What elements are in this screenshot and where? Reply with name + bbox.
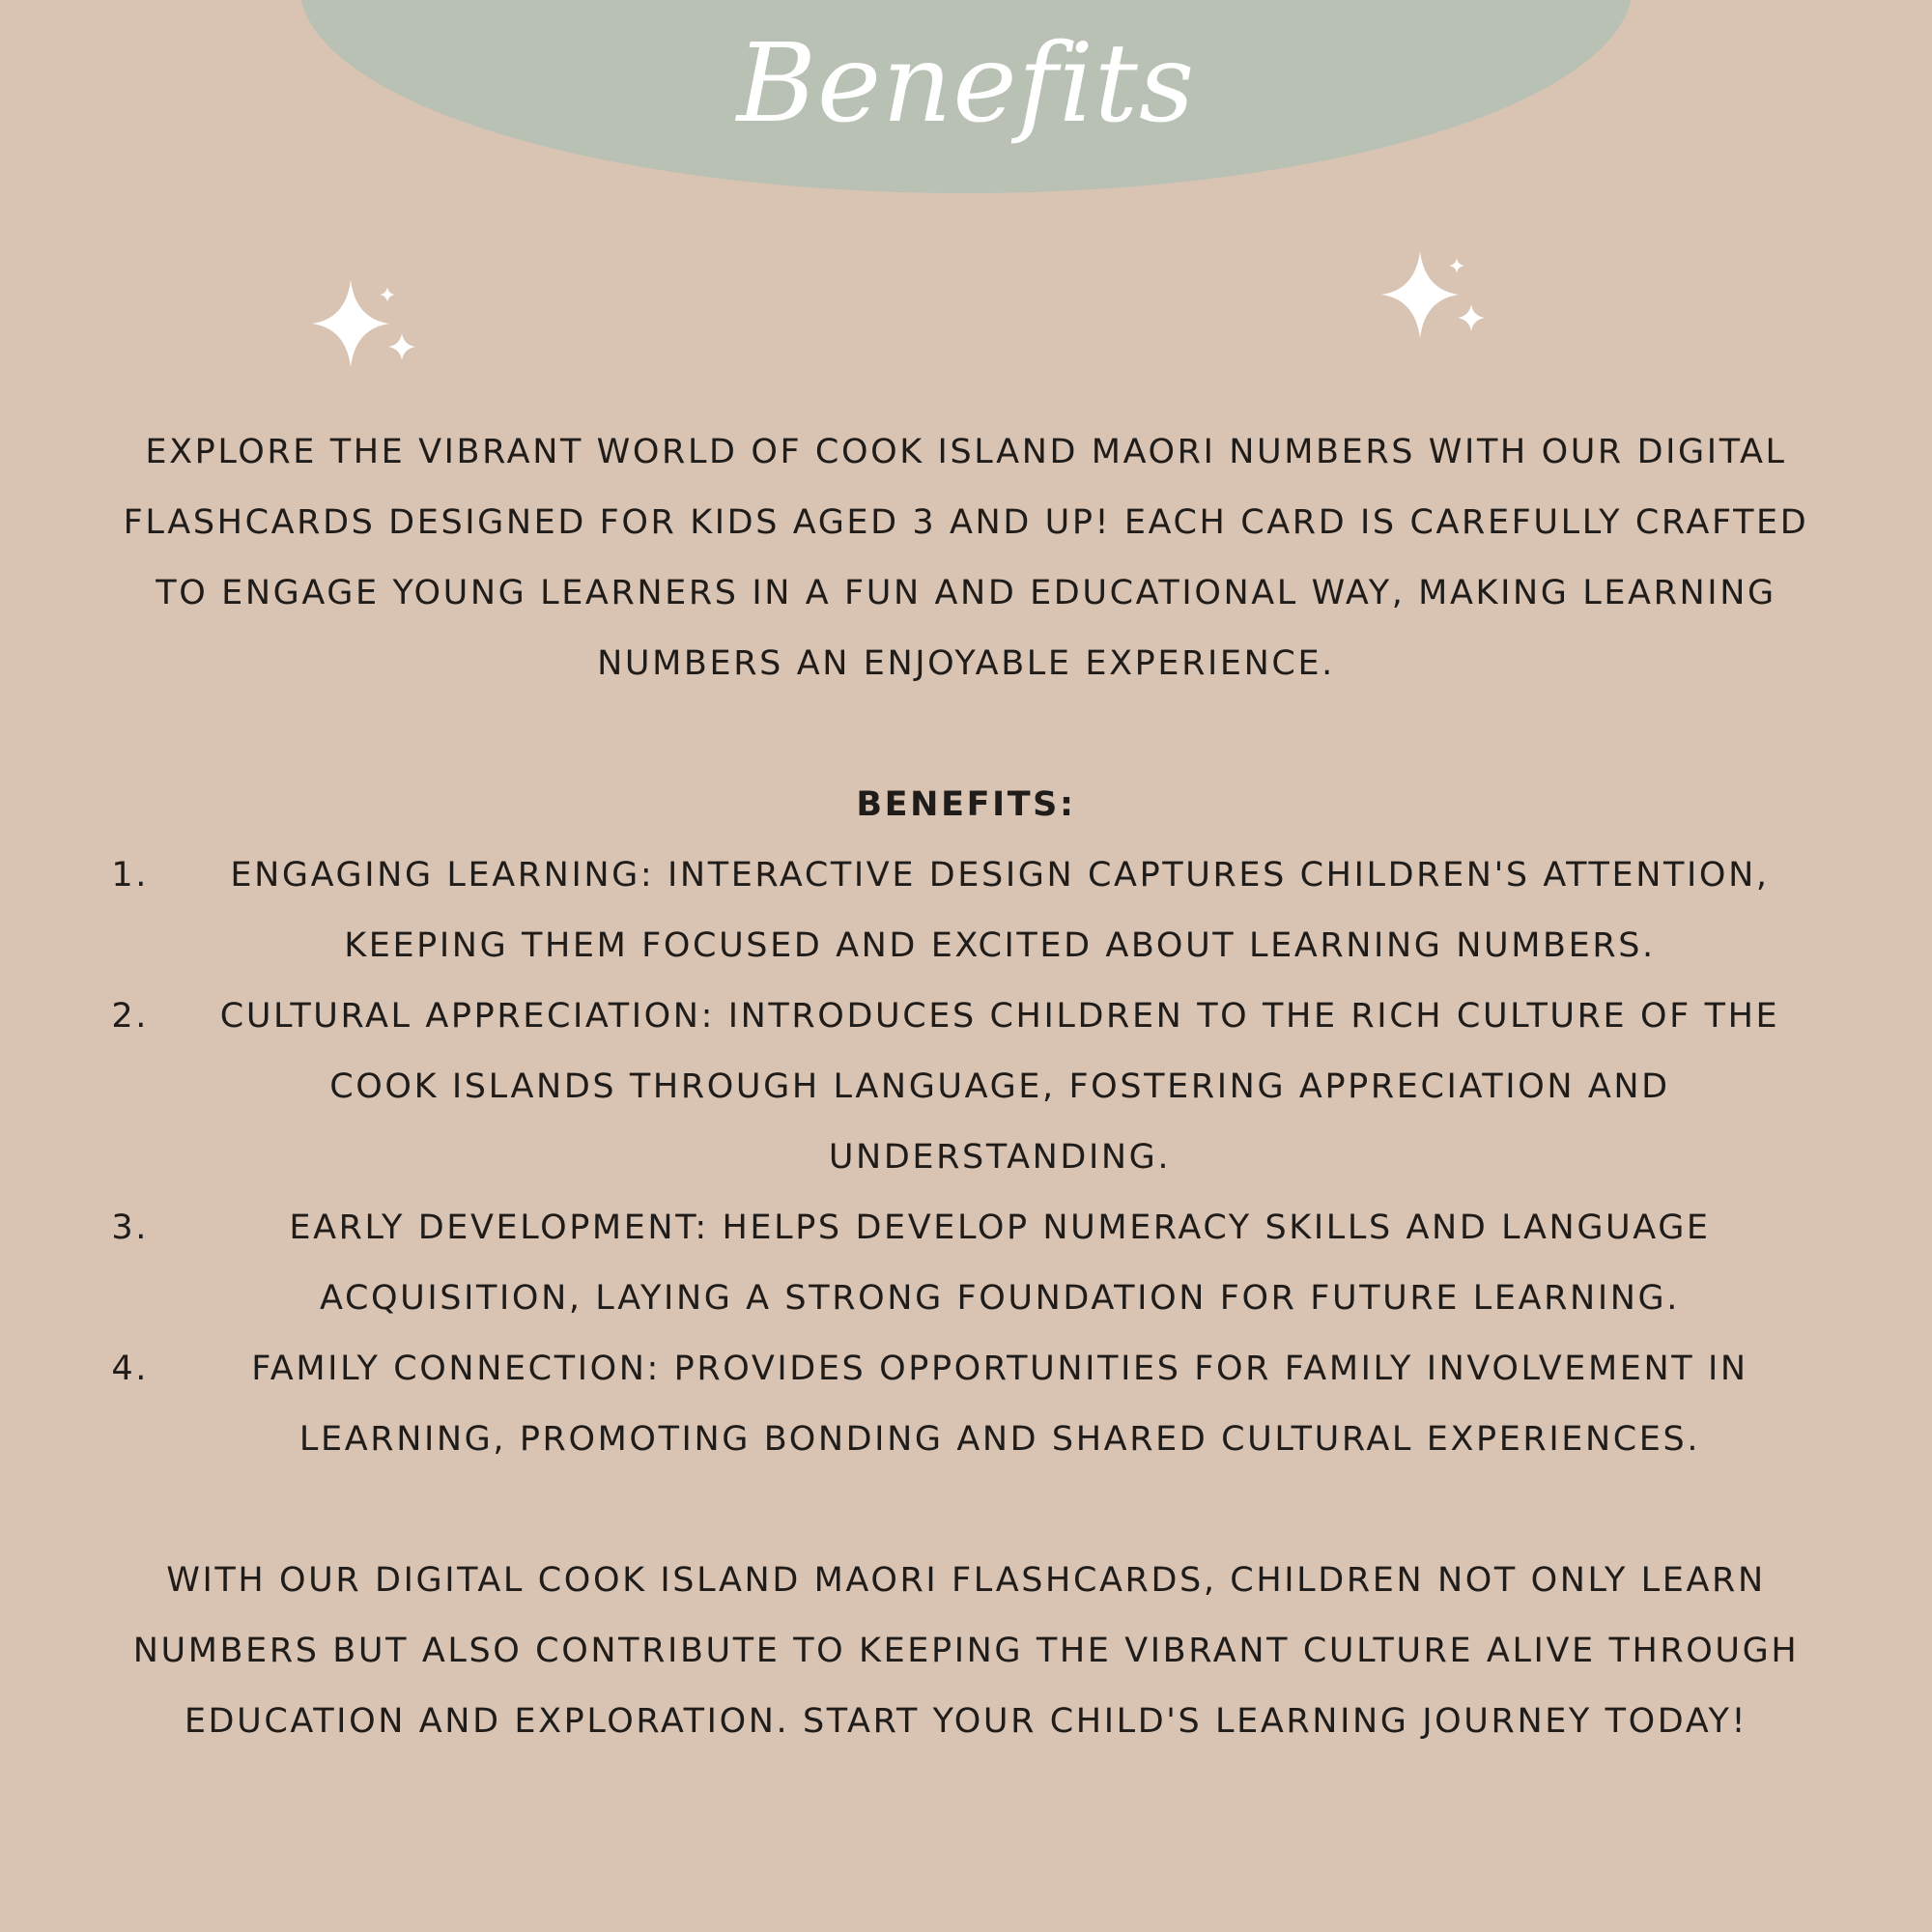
list-text: FAMILY CONNECTION: PROVIDES OPPORTUNITIES FOR FAMILY INVOLVEMENT IN LEARNING, PROMOTING BONDING AND SHARED CULTURAL EXPERIENCES. [251,1350,1748,1459]
sparkle-icon [307,275,423,372]
list-item [97,1334,1835,1475]
closing-paragraph: WITH OUR DIGITAL COOK ISLAND MAORI FLASHCARDS, CHILDREN NOT ONLY LEARN NUMBERS BUT ALSO CONTRIBUTE TO KEEPING THE VIBRANT CULTURE ALIVE THROUGH EDUCATION AND EXPLORATION. START YOUR CHILD'S LEARNING JOURNEY TODAY! [132,1561,1800,1741]
list-number: 4. [111,1350,149,1388]
list-text: CULTURAL APPRECIATION: INTRODUCES CHILDREN TO THE RICH CULTURE OF THE COOK ISLANDS THROUGH LANGUAGE, FOSTERING APPRECIATION AND UNDERSTANDING. [219,997,1780,1177]
main-content [97,417,1835,1757]
list-item [97,840,1835,981]
list-number: 1. [111,856,149,895]
list-number: 2. [111,997,149,1036]
list-text: EARLY DEVELOPMENT: HELPS DEVELOP NUMERACY SKILLS AND LANGUAGE ACQUISITION, LAYING A STRONG FOUNDATION FOR FUTURE LEARNING. [289,1208,1711,1318]
intro-paragraph: EXPLORE THE VIBRANT WORLD OF COOK ISLAND MAORI NUMBERS WITH OUR DIGITAL FLASHCARDS DESIGNED FOR KIDS AGED 3 AND UP! EACH CARD IS CAREFULLY CRAFTED TO ENGAGE YOUNG LEARNERS IN A FUN AND EDUCATIONAL WAY, MAKING LEARNING NUMBERS AN ENJOYABLE EXPERIENCE. [123,433,1809,683]
list-text: ENGAGING LEARNING: INTERACTIVE DESIGN CAPTURES CHILDREN'S ATTENTION, KEEPING THEM FOCUSED AND EXCITED ABOUT LEARNING NUMBERS. [230,856,1770,965]
list-number: 3. [111,1208,149,1247]
sparkle-icon [1377,246,1492,343]
list-item [97,981,1835,1193]
list-item [97,1193,1835,1334]
benefits-heading: BENEFITS: [856,785,1076,824]
page-title: Benefits [736,21,1196,147]
